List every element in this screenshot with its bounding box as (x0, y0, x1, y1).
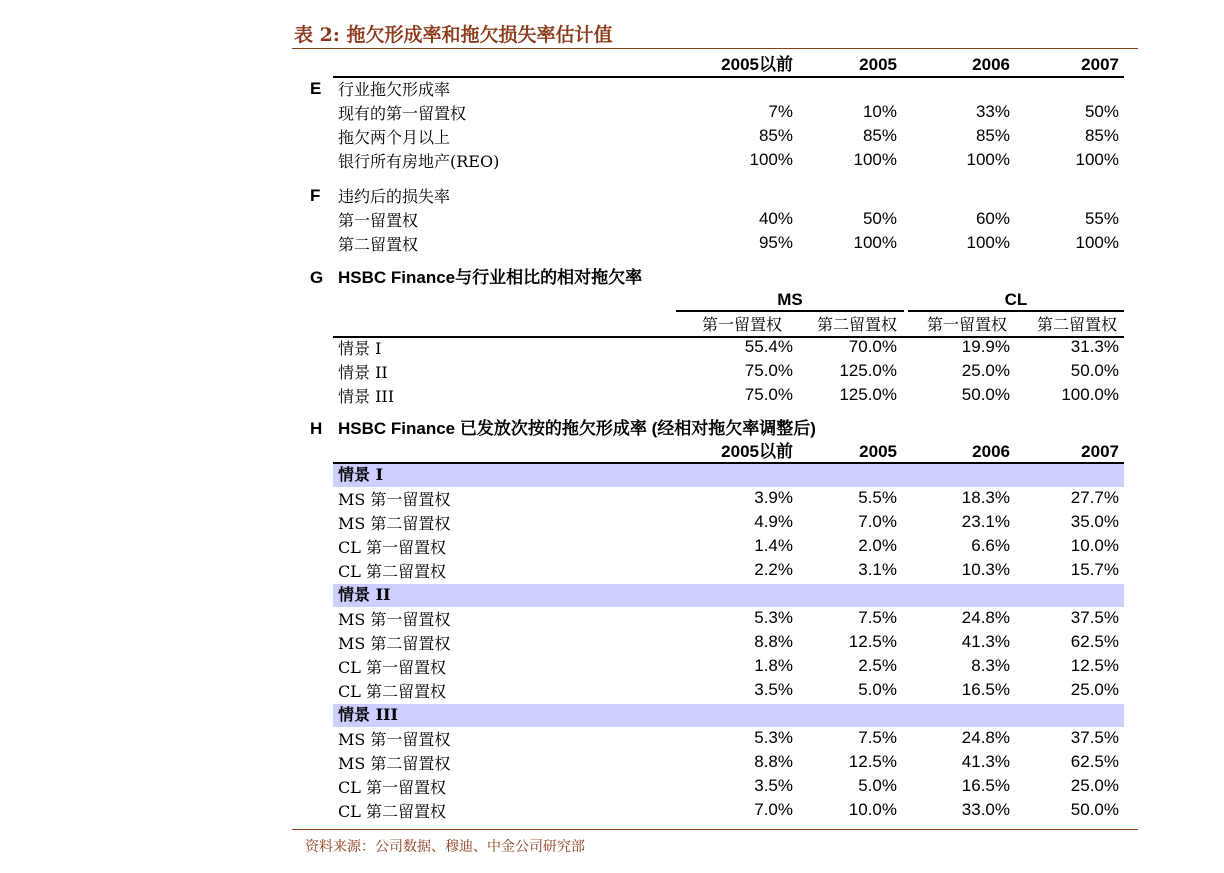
group-rule-ms (676, 310, 904, 312)
sectionH-row-value: 37.5% (1070, 608, 1119, 627)
column-header: 2006 (972, 442, 1010, 461)
sectionH-row-value: 3.5% (754, 776, 793, 795)
sectionE-row-value: 85% (758, 126, 793, 145)
column-header: 2007 (1081, 55, 1119, 74)
row-label: 现有的第一留置权 (338, 104, 467, 123)
subcolumn-header: 第二留置权 (816, 315, 897, 334)
row-label: CL 第二留置权 (338, 802, 446, 821)
sectionH-row-value: 7.5% (858, 728, 897, 747)
row-label: CL 第一留置权 (338, 538, 446, 557)
sectionH-row-value: 12.5% (848, 632, 897, 651)
sectionF-row-value: 100% (853, 233, 897, 252)
sectionH-row-value: 4.9% (754, 512, 793, 531)
sectionG-row-value: 125.0% (839, 385, 897, 404)
sectionE-row-value: 100% (966, 150, 1010, 169)
sectionE-row-value: 100% (1075, 150, 1119, 169)
sectionG-row-value: 55.4% (744, 337, 793, 356)
row-label: 情景 III (338, 387, 395, 406)
scenario-label: 情景 III (338, 705, 399, 724)
scenario-band (333, 704, 1124, 727)
sectionH-row-value: 10.0% (1070, 536, 1119, 555)
row-label: 拖欠两个月以上 (338, 128, 451, 147)
sectionF-row-value: 100% (1075, 233, 1119, 252)
sectionG-row-value: 70.0% (848, 337, 897, 356)
sectionH-row-value: 62.5% (1070, 632, 1119, 651)
section-letter: F (310, 186, 321, 205)
row-label: CL 第一留置权 (338, 658, 446, 677)
row-label: 第二留置权 (338, 235, 419, 254)
row-label: MS 第二留置权 (338, 754, 451, 773)
sectionF-row-value: 60% (975, 209, 1010, 228)
section-label: HSBC Finance与行业相比的相对拖欠率 (338, 268, 643, 287)
sectionH-row-value: 5.0% (858, 776, 897, 795)
footer-rule (292, 829, 1138, 830)
sectionH-row-value: 35.0% (1070, 512, 1119, 531)
sectionH-row-value: 7.5% (858, 608, 897, 627)
sectionF-row-value: 50% (862, 209, 897, 228)
sectionH-row-value: 25.0% (1070, 776, 1119, 795)
sectionG-row-value: 75.0% (744, 385, 793, 404)
sectionH-row-value: 24.8% (961, 608, 1010, 627)
sectionH-row-value: 16.5% (961, 776, 1010, 795)
group-header-ms: MS (777, 290, 803, 309)
sectionG-row-value: 31.3% (1070, 337, 1119, 356)
row-label: MS 第一留置权 (338, 730, 451, 749)
row-label: CL 第二留置权 (338, 682, 446, 701)
sectionH-row-value: 15.7% (1070, 560, 1119, 579)
sectionE-row-value: 50% (1084, 102, 1119, 121)
group-header-cl: CL (1004, 290, 1028, 309)
column-header: 2005 (859, 55, 897, 74)
sectionF-row-value: 40% (758, 209, 793, 228)
sectionH-row-value: 5.0% (858, 680, 897, 699)
sectionG-row-value: 50.0% (961, 385, 1010, 404)
sectionE-row-value: 33% (975, 102, 1010, 121)
sectionH-row-value: 12.5% (848, 752, 897, 771)
column-header: 2005以前 (721, 55, 793, 74)
subcolumn-header: 第二留置权 (1036, 315, 1117, 334)
sectionH-row-value: 8.8% (754, 632, 793, 651)
group-rule-cl (908, 310, 1124, 312)
sectionH-row-value: 6.6% (971, 536, 1010, 555)
sectionE-row-value: 85% (1084, 126, 1119, 145)
subcolumn-header: 第一留置权 (701, 315, 782, 334)
sectionE-row-value: 100% (749, 150, 793, 169)
sectionH-row-value: 25.0% (1070, 680, 1119, 699)
row-label: MS 第二留置权 (338, 634, 451, 653)
sectionH-row-value: 8.8% (754, 752, 793, 771)
sectionH-row-value: 3.5% (754, 680, 793, 699)
sectionH-row-value: 2.2% (754, 560, 793, 579)
sectionH-row-value: 16.5% (961, 680, 1010, 699)
section-letter: G (310, 268, 324, 287)
sectionH-row-value: 18.3% (961, 488, 1010, 507)
sectionE-row-value: 7% (768, 102, 793, 121)
section-label: HSBC Finance 已发放次按的拖欠形成率 (经相对拖欠率调整后) (338, 419, 816, 438)
sectionE-row-value: 10% (862, 102, 897, 121)
sectionH-row-value: 12.5% (1070, 656, 1119, 675)
sectionH-row-value: 24.8% (961, 728, 1010, 747)
subcolumn-header: 第一留置权 (926, 315, 1007, 334)
sectionG-row-value: 19.9% (961, 337, 1010, 356)
sectionG-row-value: 125.0% (839, 361, 897, 380)
scenario-label: 情景 II (338, 585, 391, 604)
sectionH-row-value: 8.3% (971, 656, 1010, 675)
sectionH-row-value: 5.3% (754, 608, 793, 627)
title-rule (292, 48, 1138, 49)
sectionF-row-value: 95% (758, 233, 793, 252)
sectionE-row-value: 85% (862, 126, 897, 145)
header-rule (333, 76, 1124, 78)
sectionH-row-value: 10.0% (848, 800, 897, 819)
sectionG-row-value: 25.0% (961, 361, 1010, 380)
row-label: 情景 II (338, 363, 388, 382)
column-header: 2005以前 (721, 442, 793, 461)
sectionH-row-value: 2.5% (858, 656, 897, 675)
sectionH-row-value: 33.0% (961, 800, 1010, 819)
row-label: 银行所有房地产(REO) (338, 152, 500, 171)
sectionH-row-value: 1.8% (754, 656, 793, 675)
row-label: MS 第二留置权 (338, 514, 451, 533)
row-label: 情景 I (338, 339, 382, 358)
sectionH-row-value: 7.0% (754, 800, 793, 819)
row-label: CL 第一留置权 (338, 778, 446, 797)
sectionH-row-value: 41.3% (961, 632, 1010, 651)
sectionH-row-value: 1.4% (754, 536, 793, 555)
section-letter: H (310, 419, 323, 438)
row-label: CL 第二留置权 (338, 562, 446, 581)
column-header: 2006 (972, 55, 1010, 74)
sectionG-row-value: 75.0% (744, 361, 793, 380)
sectionG-row-value: 100.0% (1061, 385, 1119, 404)
sectionH-row-value: 7.0% (858, 512, 897, 531)
source-note: 资料来源：公司数据、穆迪、中金公司研究部 (305, 839, 585, 855)
sectionH-row-value: 5.3% (754, 728, 793, 747)
sectionF-row-value: 55% (1084, 209, 1119, 228)
sectionG-row-value: 50.0% (1070, 361, 1119, 380)
sectionH-row-value: 3.9% (754, 488, 793, 507)
section-label: 违约后的损失率 (338, 187, 451, 206)
column-header: 2007 (1081, 442, 1119, 461)
sectionH-row-value: 3.1% (858, 560, 897, 579)
section-letter: E (310, 79, 322, 98)
sectionF-row-value: 100% (966, 233, 1010, 252)
row-label: MS 第一留置权 (338, 610, 451, 629)
sectionH-row-value: 62.5% (1070, 752, 1119, 771)
sectionH-row-value: 27.7% (1070, 488, 1119, 507)
sectionE-row-value: 100% (853, 150, 897, 169)
sectionH-row-value: 23.1% (961, 512, 1010, 531)
sectionH-row-value: 41.3% (961, 752, 1010, 771)
sectionH-row-value: 2.0% (858, 536, 897, 555)
row-label: 第一留置权 (338, 211, 419, 230)
sectionE-row-value: 85% (975, 126, 1010, 145)
scenario-band (333, 464, 1124, 487)
column-header: 2005 (859, 442, 897, 461)
scenario-band (333, 584, 1124, 607)
scenario-label: 情景 I (338, 465, 384, 484)
row-label: MS 第一留置权 (338, 490, 451, 509)
sectionH-row-value: 50.0% (1070, 800, 1119, 819)
sectionH-row-value: 10.3% (961, 560, 1010, 579)
sectionH-row-value: 5.5% (858, 488, 897, 507)
table-title: 表 2: 拖欠形成率和拖欠损失率估计值 (294, 24, 613, 46)
section-label: 行业拖欠形成率 (338, 80, 451, 99)
sectionH-row-value: 37.5% (1070, 728, 1119, 747)
